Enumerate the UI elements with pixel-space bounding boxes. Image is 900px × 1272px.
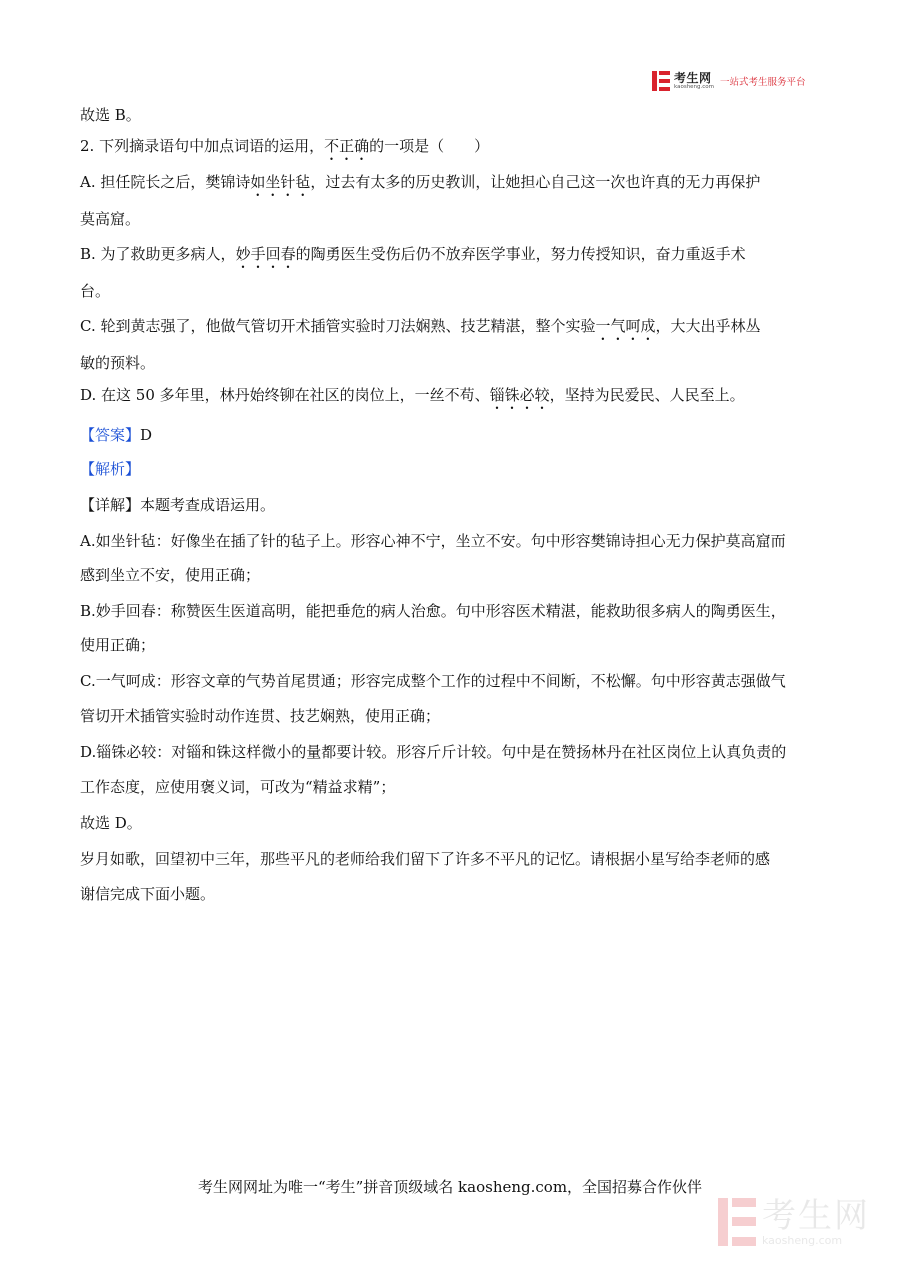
header-logo (652, 70, 806, 92)
kaosheng-logo-icon (652, 71, 670, 91)
option-b: B. 为了救助更多病人，妙手回春的陶勇医生受伤后仍不放弃医学事业，努力传授知识，奋力重返手术 (80, 245, 746, 263)
text-line: 故选 B。 (80, 106, 141, 124)
explanation-line: A.如坐针毡：好像坐在插了针的毡子上。形容心神不宁，坐立不安。句中形容樊锦诗担心无力保护莫高窟而 (80, 532, 786, 550)
kaosheng-watermark-icon (718, 1198, 756, 1246)
watermark-domain: kaosheng.com (762, 1233, 843, 1247)
answer-tag: 【答案】 (80, 426, 141, 444)
question-2-stem: 2. 下列摘录语句中加点词语的运用，不正确的一项是（ ） (80, 137, 490, 155)
emphasized-word: 不正确 (324, 137, 370, 155)
detail-heading: 【详解】本题考查成语运用。 (80, 496, 276, 514)
option-a: A. 担任院长之后，樊锦诗如坐针毡，过去有太多的历史教训，让她担心自己这一次也许真的无力再保护 (80, 173, 761, 191)
watermark (718, 1195, 870, 1247)
option-c-cont: 敏的预料。 (80, 354, 156, 372)
option-d: D. 在这 50 多年里，林丹始终铆在社区的岗位上，一丝不苟、锱铢必较，坚持为民爱民、人民至上。 (80, 386, 745, 404)
explanation-line: 工作态度，应使用褒义词，可改为“精益求精”； (80, 778, 396, 796)
explanation-line: 故选 D。 (80, 814, 142, 832)
watermark-text: 考生网 (762, 1195, 870, 1236)
logo-text: 考生网 (674, 70, 712, 85)
explanation-line: B.妙手回春：称赞医生医道高明，能把垂危的病人治愈。句中形容医术精湛，能救助很多病人的陶勇医生， (80, 602, 786, 620)
explanation-line: 管切开术插管实验时动作连贯、技艺娴熟，使用正确； (80, 707, 441, 725)
analysis-tag: 【解析】 (80, 460, 141, 478)
explanation-line: D.锱铢必较：对锱和铢这样微小的量都要计较。形容斤斤计较。句中是在赞扬林丹在社区岗位上认真负责的 (80, 743, 787, 761)
passage-intro: 谢信完成下面小题。 (80, 885, 216, 903)
option-b-cont: 台。 (80, 282, 111, 300)
answer-value: D (140, 426, 153, 444)
answer-line (80, 424, 152, 446)
footer-text: 考生网网址为唯一“考生”拼音顶级域名 kaosheng.com，全国招募合作伙伴 (197, 1178, 703, 1196)
explanation-line: C.一气呵成：形容文章的气势首尾贯通；形容完成整个工作的过程中不间断，不松懈。句中形容黄志强做气 (80, 672, 786, 690)
emphasized-word: 一气呵成 (595, 317, 656, 335)
explanation-line: 使用正确； (80, 636, 156, 654)
passage-intro: 岁月如歌，回望初中三年，那些平凡的老师给我们留下了许多不平凡的记忆。请根据小星写给李老师的感 (80, 850, 771, 868)
emphasized-word: 妙手回春 (235, 245, 296, 263)
explanation-line: 感到坐立不安，使用正确； (80, 566, 261, 584)
logo-domain: kaosheng.com (674, 83, 715, 90)
emphasized-word: 锱铢必较 (489, 386, 550, 404)
option-a-cont: 莫高窟。 (80, 210, 141, 228)
emphasized-word: 如坐针毡 (250, 173, 311, 191)
option-c: C. 轮到黄志强了，他做气管切开术插管实验时刀法娴熟、技艺精湛，整个实验一气呵成，大大出乎林丛 (80, 317, 761, 335)
logo-slogan: 一站式考生服务平台 (720, 77, 806, 88)
